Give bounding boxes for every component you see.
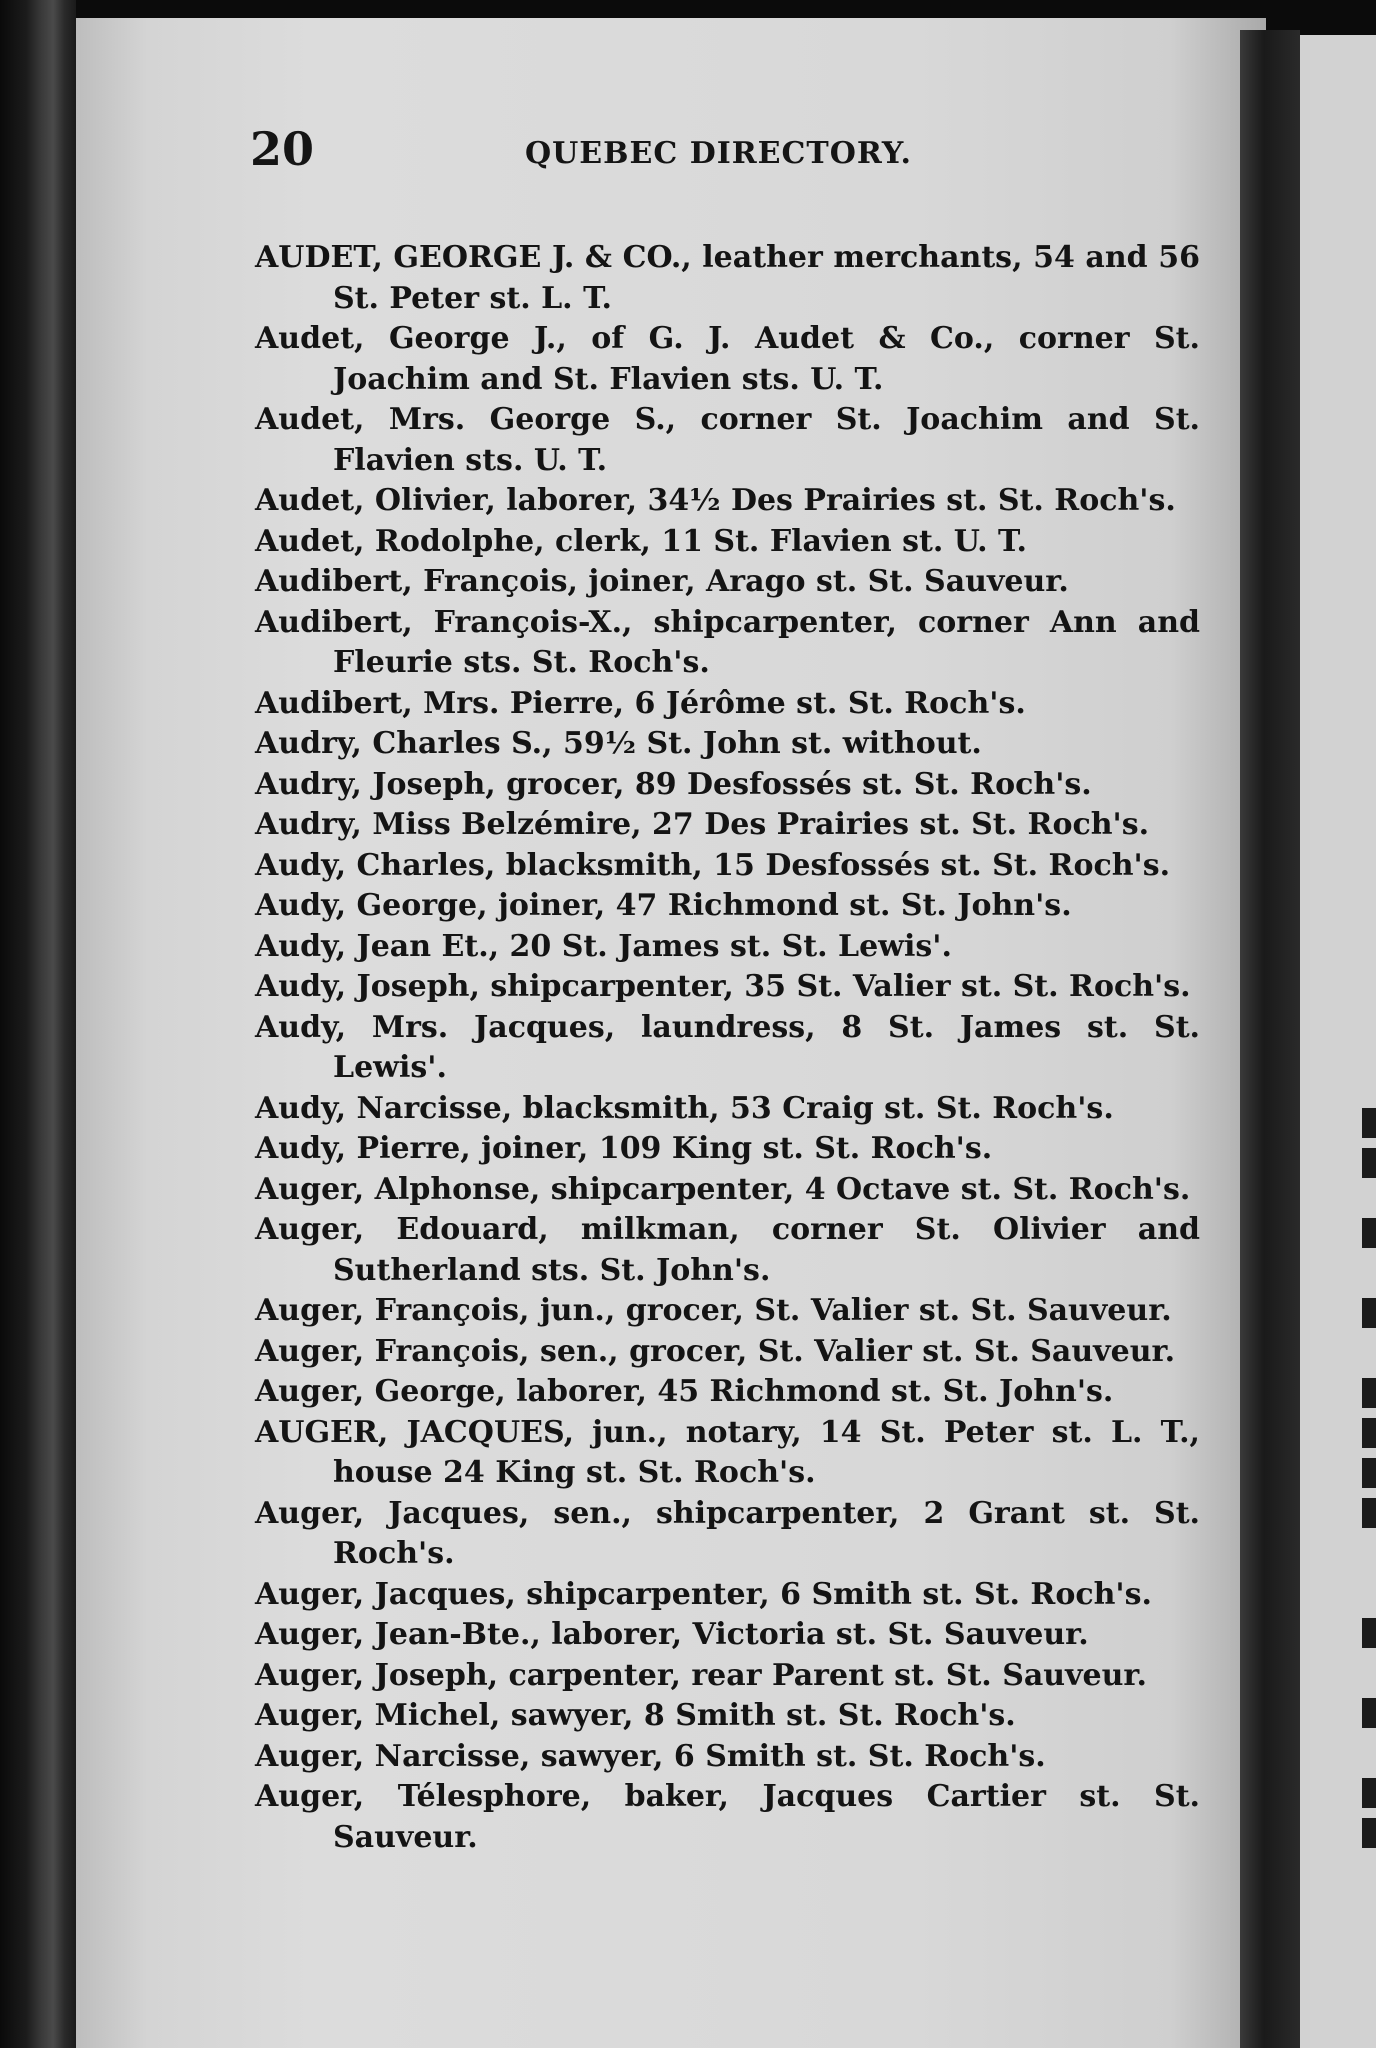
directory-entry: Auger, Edouard, milkman, corner St. Olivier and Sutherland sts. St. John's. — [255, 1212, 1200, 1288]
directory-entry: Auger, Narcisse, sawyer, 6 Smith st. St. Roch's. — [255, 1738, 1046, 1774]
directory-entry: Auger, Jacques, sen., shipcarpenter, 2 Grant st. St. Roch's. — [255, 1495, 1200, 1571]
directory-entry: Audry, Joseph, grocer, 89 Desfossés st. St. Roch's. — [255, 766, 1092, 802]
directory-entry: Audet, George J., of G. J. Audet & Co., corner St. Joachim and St. Flavien sts. U. T. — [255, 321, 1200, 397]
directory-entry: Audy, Joseph, shipcarpenter, 35 St. Valier st. St. Roch's. — [255, 969, 1191, 1004]
adjacent-page-letter-fragment — [1362, 1618, 1376, 1648]
adjacent-page-letter-fragment — [1362, 1698, 1376, 1728]
directory-entry: AUGER, JACQUES, jun., notary, 14 St. Peter st. L. T., house 24 King st. St. Roch's. — [255, 1414, 1200, 1490]
directory-entry: Audet, Rodolphe, clerk, 11 St. Flavien st. U. T. — [255, 523, 1027, 559]
adjacent-page-letter-fragment — [1362, 1218, 1376, 1248]
adjacent-page-letter-fragment — [1362, 1458, 1376, 1488]
directory-entry: Audy, Narcisse, blacksmith, 53 Craig st. St. Roch's. — [255, 1090, 1114, 1126]
directory-entry: Auger, Alphonse, shipcarpenter, 4 Octave st. St. Roch's. — [255, 1171, 1191, 1207]
page-header — [250, 122, 1210, 182]
page-gutter-shadow — [1240, 30, 1300, 2048]
directory-entry: Audry, Charles S., 59½ St. John st. without. — [255, 726, 982, 761]
adjacent-page-letter-fragment — [1362, 1298, 1376, 1328]
directory-entry: Audet, Olivier, laborer, 34½ Des Prairies st. St. Roch's. — [255, 483, 1176, 518]
adjacent-page-letter-fragment — [1362, 1108, 1376, 1138]
adjacent-page-letter-fragment — [1362, 1418, 1376, 1448]
adjacent-page-letter-fragment — [1362, 1148, 1376, 1178]
directory-entry: Audy, Mrs. Jacques, laundress, 8 St. James st. St. Lewis'. — [255, 1009, 1200, 1085]
adjacent-page-letter-fragment — [1362, 1818, 1376, 1848]
directory-entry: Audet, Mrs. George S., corner St. Joachim and St. Flavien sts. U. T. — [255, 402, 1200, 478]
directory-entry: Auger, François, sen., grocer, St. Valier st. St. Sauveur. — [255, 1333, 1176, 1369]
book-left-edge — [0, 0, 76, 2048]
directory-entry: Auger, George, laborer, 45 Richmond st. St. John's. — [255, 1374, 1114, 1409]
directory-entry: Auger, Michel, sawyer, 8 Smith st. St. Roch's. — [255, 1698, 1016, 1733]
directory-entry: AUDET, GEORGE J. & CO., leather merchants, 54 and 56 St. Peter st. L. T. — [255, 240, 1200, 316]
directory-entry: Audy, Charles, blacksmith, 15 Desfossés st. St. Roch's. — [255, 847, 1171, 883]
directory-entries — [255, 238, 1200, 1858]
directory-entry: Audy, Pierre, joiner, 109 King st. St. Roch's. — [255, 1131, 993, 1166]
directory-entry: Auger, François, jun., grocer, St. Valier st. St. Sauveur. — [255, 1293, 1172, 1328]
adjacent-page-letter-fragment — [1362, 1498, 1376, 1528]
directory-entry: Audibert, François, joiner, Arago st. St. Sauveur. — [255, 564, 1069, 599]
directory-entry: Audibert, Mrs. Pierre, 6 Jérôme st. St. Roch's. — [255, 685, 1026, 721]
directory-entry: Auger, Jean-Bte., laborer, Victoria st. St. Sauveur. — [255, 1617, 1089, 1652]
directory-entry: Audibert, François-X., shipcarpenter, corner Ann and Fleurie sts. St. Roch's. — [255, 604, 1200, 680]
directory-entry: Audry, Miss Belzémire, 27 Des Prairies st. St. Roch's. — [255, 807, 1150, 842]
directory-entry: Audy, George, joiner, 47 Richmond st. St. John's. — [255, 888, 1072, 923]
adjacent-page-letter-fragment — [1362, 1378, 1376, 1408]
page-number: 20 — [250, 122, 315, 176]
running-title: QUEBEC DIRECTORY. — [525, 136, 912, 171]
directory-entry: Auger, Télesphore, baker, Jacques Cartier st. St. Sauveur. — [255, 1779, 1200, 1855]
adjacent-page-edge — [1300, 35, 1376, 2048]
directory-entry: Audy, Jean Et., 20 St. James st. St. Lewis'. — [255, 928, 952, 964]
directory-entry: Auger, Joseph, carpenter, rear Parent st. St. Sauveur. — [255, 1657, 1147, 1693]
directory-entry: Auger, Jacques, shipcarpenter, 6 Smith st. St. Roch's. — [255, 1576, 1152, 1612]
adjacent-page-letter-fragment — [1362, 1778, 1376, 1808]
